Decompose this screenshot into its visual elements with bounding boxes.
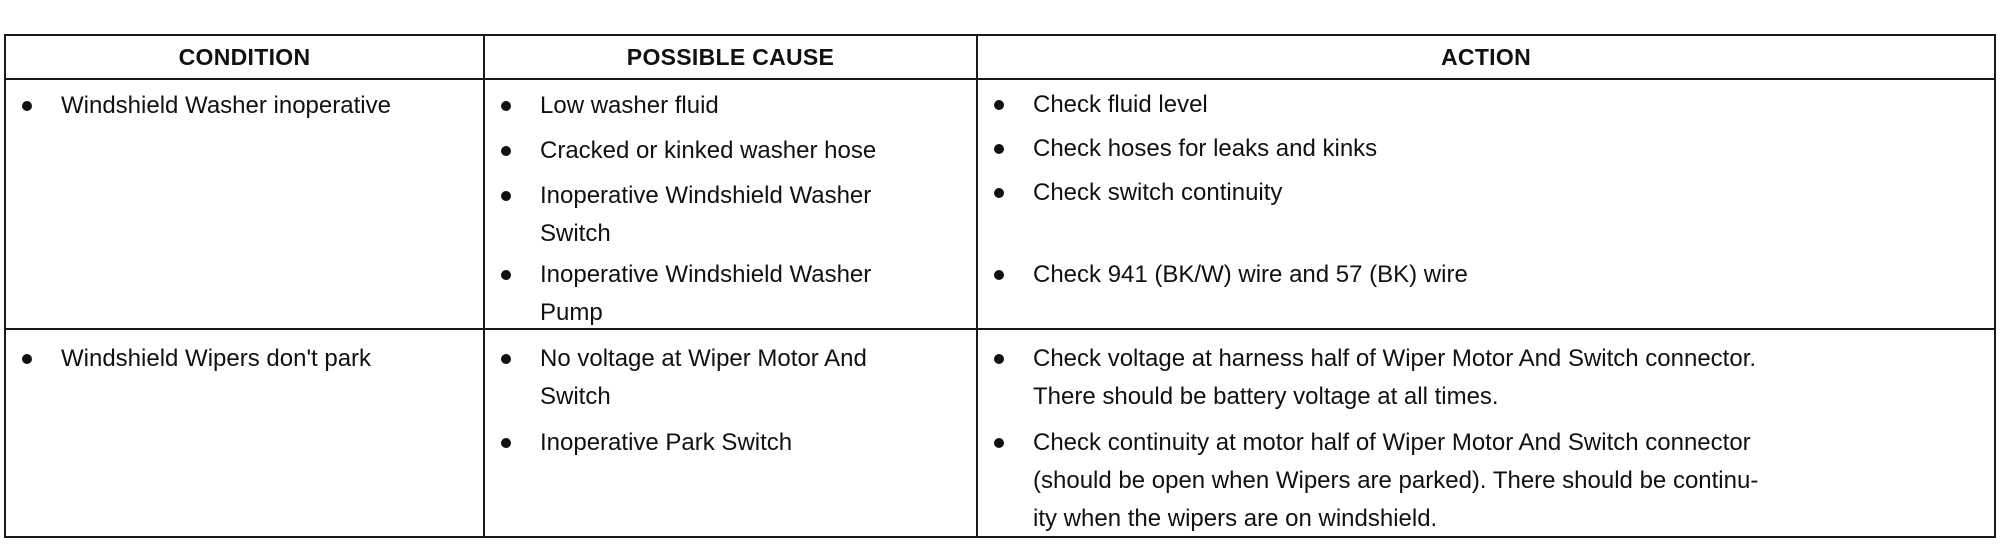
condition-item: Windshield Washer inoperative: [6, 87, 483, 125]
bullet-icon: [994, 144, 1004, 154]
cause-item: Inoperative Windshield Washer Switch: [485, 177, 976, 253]
bullet-icon: [994, 270, 1004, 280]
bullet-icon: [501, 146, 511, 156]
bullet-icon: [22, 101, 32, 111]
cause-item: Cracked or kinked washer hose: [485, 132, 976, 170]
table-row-2-causes: [485, 330, 976, 536]
bullet-icon: [501, 438, 511, 448]
header-possible-cause: POSSIBLE CAUSE: [626, 43, 835, 70]
bullet-icon: [501, 354, 511, 364]
cause-item: No voltage at Wiper Motor And Switch: [485, 340, 976, 416]
table-row-2-condition: [6, 330, 483, 536]
table-row-1-condition: [6, 80, 483, 328]
bullet-icon: [22, 354, 32, 364]
action-item: Check switch continuity: [978, 174, 1994, 212]
table-row-2-actions: [978, 330, 1994, 536]
table-row-1-actions: [978, 80, 1994, 328]
table-row-1-causes: [485, 80, 976, 328]
action-item: Check 941 (BK/W) wire and 57 (BK) wire: [978, 256, 1994, 294]
cause-item: Inoperative Windshield Washer Pump: [485, 256, 976, 332]
bullet-icon: [994, 438, 1004, 448]
diagnosis-table: [4, 34, 1996, 538]
action-item: Check voltage at harness half of Wiper Motor And Switch connector. There should be battery voltage at all times.: [978, 340, 1994, 416]
table-header-row: [6, 36, 1994, 80]
bullet-icon: [501, 270, 511, 280]
bullet-icon: [994, 100, 1004, 110]
condition-item: Windshield Wipers don't park: [6, 340, 483, 378]
cause-item: Low washer fluid: [485, 87, 976, 125]
bullet-icon: [501, 101, 511, 111]
header-condition: CONDITION: [178, 43, 311, 70]
bullet-icon: [501, 191, 511, 201]
action-item: Check continuity at motor half of Wiper Motor And Switch connector (should be open when Wipers are parked). There should be continu- ity when the wipers are on windshield.: [978, 424, 1994, 538]
cause-item: Inoperative Park Switch: [485, 424, 976, 462]
header-action: ACTION: [1441, 43, 1531, 70]
bullet-icon: [994, 354, 1004, 364]
action-item: Check hoses for leaks and kinks: [978, 130, 1994, 168]
bullet-icon: [994, 188, 1004, 198]
action-item: Check fluid level: [978, 86, 1994, 124]
